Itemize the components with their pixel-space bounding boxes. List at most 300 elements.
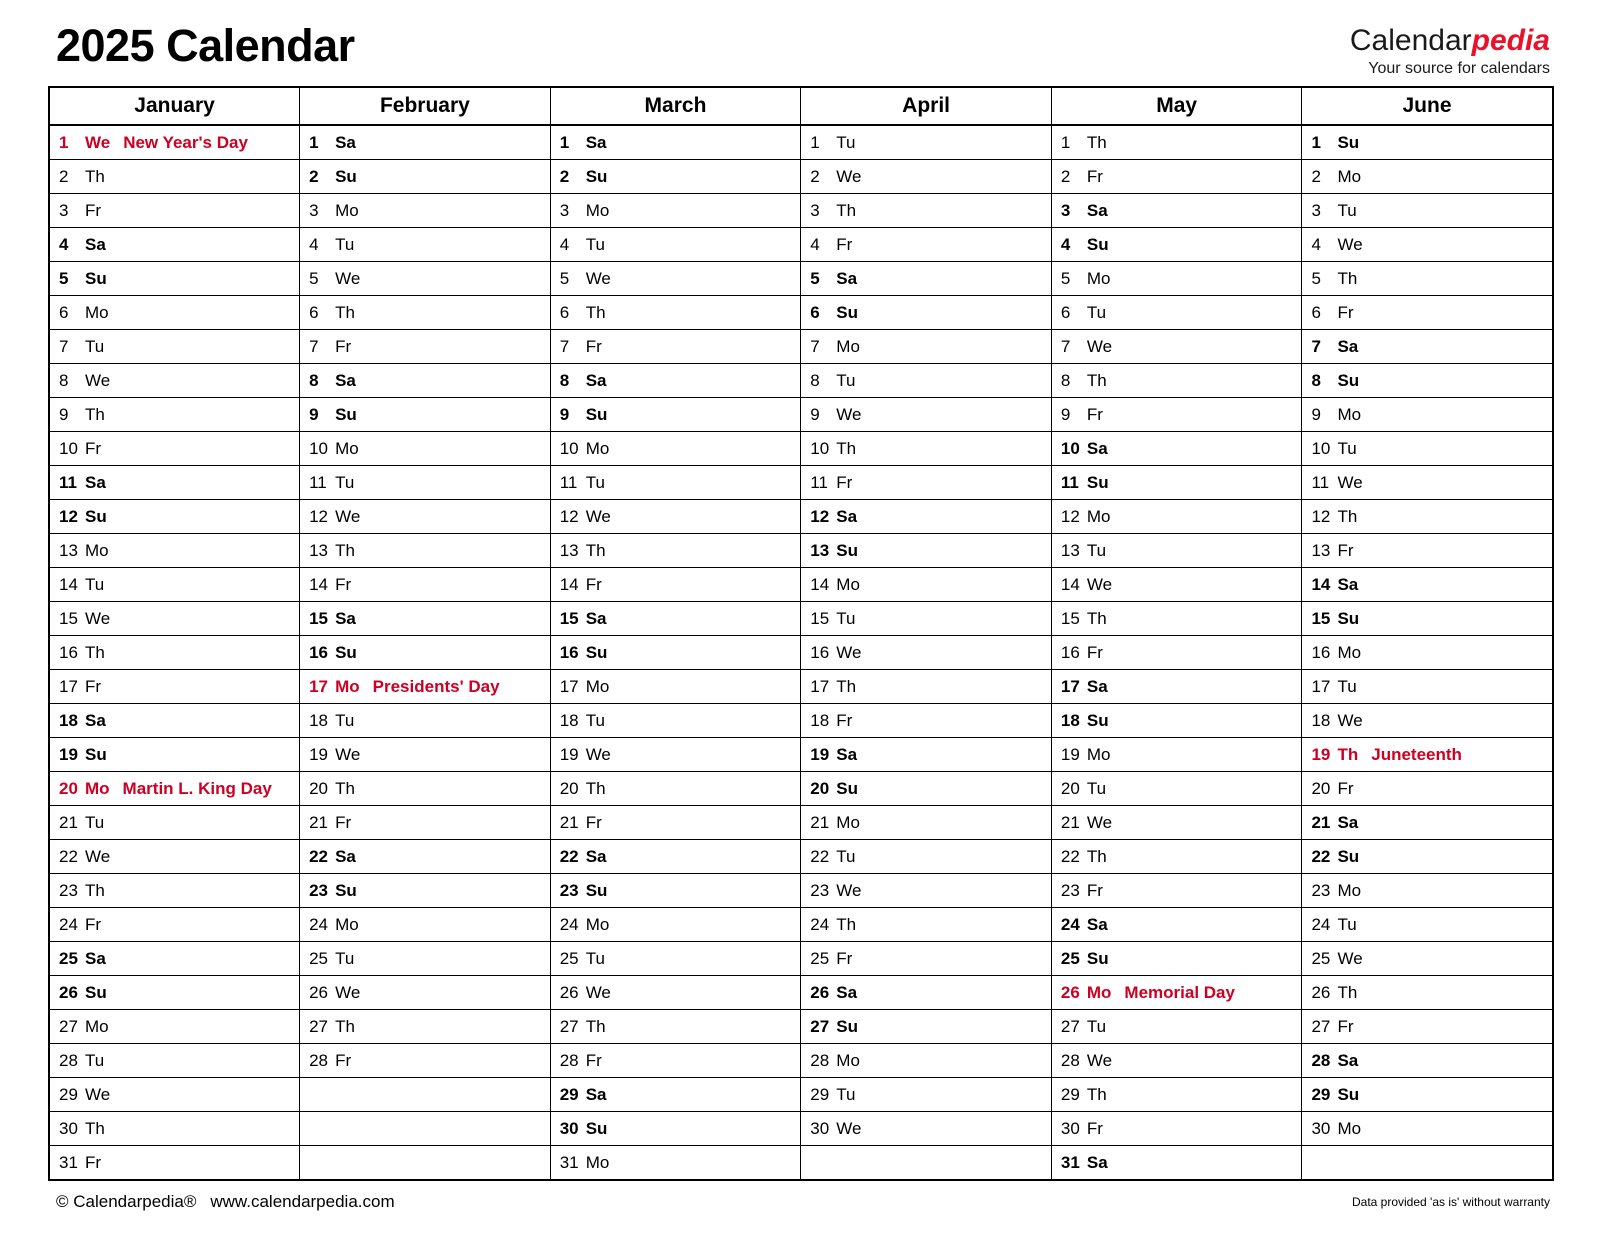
day-cell[interactable] — [1051, 398, 1302, 432]
day-cell[interactable] — [300, 125, 551, 160]
calendar-row — [49, 364, 1553, 398]
day-cell[interactable] — [49, 228, 300, 262]
day-number: 30 — [1311, 1119, 1331, 1138]
day-number: 14 — [1060, 575, 1080, 594]
day-number: 30 — [59, 1119, 78, 1138]
day-number: 22 — [810, 847, 830, 866]
day-cell[interactable] — [300, 160, 551, 194]
day-number: 6 — [59, 303, 69, 322]
day-cell[interactable] — [49, 296, 300, 330]
day-number: 9 — [810, 405, 820, 424]
day-number: 27 — [1060, 1017, 1080, 1036]
logo-tagline: Your source for calendars — [1368, 60, 1550, 77]
day-number: 17 — [59, 677, 78, 696]
day-number: 1 — [59, 133, 69, 152]
day-number: 2 — [1060, 167, 1071, 186]
day-cell[interactable] — [1051, 908, 1302, 942]
day-cell[interactable] — [1051, 500, 1302, 534]
day-cell[interactable] — [49, 602, 300, 636]
day-cell[interactable] — [49, 432, 300, 466]
day-cell[interactable] — [1302, 874, 1553, 908]
day-cell[interactable] — [550, 976, 801, 1010]
day-cell[interactable] — [300, 908, 551, 942]
day-number: 1 — [1311, 133, 1321, 152]
day-cell[interactable] — [801, 228, 1052, 262]
day-cell[interactable] — [801, 466, 1052, 500]
day-cell[interactable] — [1302, 398, 1553, 432]
day-weekday: Fr — [1337, 779, 1354, 798]
day-weekday: Mo — [1086, 269, 1111, 288]
day-cell[interactable] — [1051, 840, 1302, 874]
day-cell[interactable] — [1051, 296, 1302, 330]
day-weekday: Fr — [1086, 167, 1103, 186]
day-weekday: Fr — [585, 575, 602, 594]
holiday-label: Juneteenth — [1371, 745, 1462, 764]
day-weekday: Mo — [335, 915, 359, 934]
day-cell[interactable] — [550, 330, 801, 364]
day-cell[interactable] — [1302, 806, 1553, 840]
month-header-may: May — [1051, 87, 1302, 125]
day-cell[interactable] — [550, 670, 801, 704]
day-cell[interactable] — [550, 738, 801, 772]
day-cell[interactable] — [49, 772, 300, 806]
day-cell[interactable] — [550, 1010, 801, 1044]
day-cell[interactable] — [801, 704, 1052, 738]
day-cell[interactable] — [801, 772, 1052, 806]
day-cell[interactable] — [801, 125, 1052, 160]
day-cell[interactable] — [49, 194, 300, 228]
day-cell[interactable] — [300, 330, 551, 364]
day-cell[interactable] — [550, 364, 801, 398]
day-cell[interactable] — [550, 568, 801, 602]
day-cell[interactable] — [1302, 602, 1553, 636]
day-cell[interactable] — [300, 364, 551, 398]
day-cell[interactable] — [300, 534, 551, 568]
day-cell[interactable] — [49, 1044, 300, 1078]
day-cell[interactable] — [801, 364, 1052, 398]
day-weekday: Su — [1337, 847, 1360, 866]
day-cell[interactable] — [1302, 1078, 1553, 1112]
day-weekday: Tu — [85, 1051, 105, 1070]
day-cell[interactable] — [300, 636, 551, 670]
day-number: 28 — [559, 1051, 579, 1070]
day-weekday: Tu — [585, 473, 605, 492]
day-cell[interactable] — [1051, 1010, 1302, 1044]
day-number: 16 — [810, 643, 830, 662]
day-cell[interactable] — [1302, 840, 1553, 874]
holiday-label: New Year's Day — [123, 133, 248, 152]
day-cell[interactable] — [550, 806, 801, 840]
day-cell[interactable] — [801, 398, 1052, 432]
day-cell[interactable] — [1051, 194, 1302, 228]
day-number: 21 — [59, 813, 78, 832]
day-weekday: Mo — [585, 439, 610, 458]
day-cell[interactable] — [300, 942, 551, 976]
day-cell[interactable] — [300, 840, 551, 874]
day-cell[interactable] — [1051, 125, 1302, 160]
day-cell[interactable] — [300, 704, 551, 738]
day-number: 4 — [309, 235, 319, 254]
day-cell[interactable] — [49, 908, 300, 942]
day-cell[interactable] — [1051, 942, 1302, 976]
day-weekday: Mo — [585, 201, 610, 220]
day-cell[interactable] — [801, 500, 1052, 534]
day-cell[interactable] — [49, 976, 300, 1010]
day-cell[interactable] — [49, 636, 300, 670]
day-cell[interactable] — [1051, 262, 1302, 296]
day-cell[interactable] — [1302, 636, 1553, 670]
day-cell[interactable] — [1302, 738, 1553, 772]
day-cell[interactable] — [801, 330, 1052, 364]
day-cell[interactable] — [1051, 1112, 1302, 1146]
day-cell[interactable] — [550, 125, 801, 160]
day-cell[interactable] — [300, 602, 551, 636]
day-weekday: Tu — [1337, 915, 1357, 934]
day-cell[interactable] — [49, 1146, 300, 1181]
day-weekday: We — [335, 983, 361, 1002]
day-cell[interactable] — [49, 704, 300, 738]
day-cell[interactable] — [801, 432, 1052, 466]
day-cell[interactable] — [1051, 670, 1302, 704]
day-number: 2 — [309, 167, 319, 186]
day-number: 23 — [59, 881, 78, 900]
day-weekday: We — [836, 1119, 862, 1138]
day-weekday: Sa — [1337, 813, 1359, 832]
day-cell[interactable] — [49, 398, 300, 432]
day-cell[interactable] — [49, 1010, 300, 1044]
day-weekday: Th — [1086, 847, 1107, 866]
day-number: 1 — [1060, 133, 1071, 152]
day-weekday: We — [585, 745, 611, 764]
day-weekday: Sa — [335, 609, 356, 628]
day-number: 2 — [1311, 167, 1321, 186]
day-weekday: Sa — [585, 1085, 607, 1104]
day-cell[interactable] — [1051, 466, 1302, 500]
day-number: 11 — [1311, 473, 1330, 492]
day-cell[interactable] — [550, 262, 801, 296]
day-weekday: Tu — [836, 847, 856, 866]
day-weekday: Su — [335, 881, 357, 900]
day-cell[interactable] — [1051, 432, 1302, 466]
day-cell[interactable] — [49, 160, 300, 194]
day-weekday: Fr — [335, 1051, 352, 1070]
day-weekday: Fr — [836, 473, 853, 492]
day-weekday: Mo — [335, 439, 359, 458]
day-cell[interactable] — [49, 534, 300, 568]
day-cell[interactable] — [801, 840, 1052, 874]
day-cell[interactable] — [300, 466, 551, 500]
day-cell[interactable] — [49, 874, 300, 908]
day-weekday: Fr — [1086, 1119, 1103, 1138]
day-number: 22 — [559, 847, 579, 866]
day-cell[interactable] — [1302, 908, 1553, 942]
day-cell[interactable] — [550, 1112, 801, 1146]
day-cell[interactable] — [550, 704, 801, 738]
day-cell[interactable] — [1302, 194, 1553, 228]
day-cell[interactable] — [49, 500, 300, 534]
day-weekday: Mo — [585, 915, 610, 934]
day-cell[interactable] — [550, 1146, 801, 1181]
day-number: 8 — [1060, 371, 1071, 390]
day-number: 26 — [810, 983, 830, 1002]
day-cell[interactable] — [550, 534, 801, 568]
day-cell[interactable] — [1302, 534, 1553, 568]
day-cell[interactable] — [300, 1010, 551, 1044]
day-number: 12 — [810, 507, 830, 526]
day-cell[interactable] — [801, 806, 1052, 840]
day-cell[interactable] — [300, 1044, 551, 1078]
day-cell[interactable] — [550, 160, 801, 194]
day-cell[interactable] — [1051, 330, 1302, 364]
month-header-june: June — [1302, 87, 1553, 125]
day-weekday: Sa — [85, 711, 106, 730]
day-cell[interactable] — [300, 296, 551, 330]
day-cell[interactable] — [801, 670, 1052, 704]
day-number: 10 — [309, 439, 329, 458]
day-cell[interactable] — [550, 874, 801, 908]
day-cell[interactable] — [300, 194, 551, 228]
calendar-row — [49, 466, 1553, 500]
day-cell[interactable] — [49, 262, 300, 296]
day-cell[interactable] — [49, 466, 300, 500]
calendar-row — [49, 772, 1553, 806]
day-cell[interactable] — [300, 228, 551, 262]
calendar-row — [49, 806, 1553, 840]
day-cell[interactable] — [1302, 330, 1553, 364]
day-cell[interactable] — [801, 1044, 1052, 1078]
day-cell[interactable] — [801, 874, 1052, 908]
day-cell[interactable] — [801, 194, 1052, 228]
day-cell[interactable] — [550, 772, 801, 806]
day-cell[interactable] — [550, 398, 801, 432]
day-cell[interactable] — [1051, 704, 1302, 738]
day-cell[interactable] — [1302, 670, 1553, 704]
day-cell[interactable] — [801, 1010, 1052, 1044]
day-cell[interactable] — [1051, 1044, 1302, 1078]
day-cell[interactable] — [1302, 160, 1553, 194]
day-cell[interactable] — [1051, 874, 1302, 908]
calendar-row — [49, 942, 1553, 976]
day-cell[interactable] — [49, 1078, 300, 1112]
day-weekday: Mo — [836, 1051, 860, 1070]
day-number: 18 — [309, 711, 329, 730]
day-cell[interactable] — [550, 432, 801, 466]
calendar-row — [49, 432, 1553, 466]
day-cell[interactable] — [550, 194, 801, 228]
day-weekday: Mo — [1337, 167, 1362, 186]
day-cell[interactable] — [49, 942, 300, 976]
day-weekday: Su — [585, 1119, 608, 1138]
day-cell[interactable] — [550, 1078, 801, 1112]
day-weekday: Sa — [1337, 575, 1359, 594]
day-weekday: Sa — [1086, 915, 1108, 934]
day-number: 16 — [559, 643, 579, 662]
day-cell[interactable] — [49, 670, 300, 704]
day-weekday: Sa — [1086, 439, 1108, 458]
day-cell[interactable] — [300, 262, 551, 296]
calendarpedia-logo[interactable] — [1350, 26, 1550, 77]
day-number: 1 — [810, 133, 820, 152]
logo-wordmark — [1350, 26, 1550, 56]
day-cell[interactable] — [550, 1044, 801, 1078]
day-cell[interactable] — [1302, 772, 1553, 806]
day-cell[interactable] — [49, 1112, 300, 1146]
calendar-table — [48, 86, 1554, 1181]
day-weekday: Su — [1086, 949, 1109, 968]
day-weekday: Th — [1337, 269, 1358, 288]
day-cell[interactable] — [1051, 534, 1302, 568]
day-number: 6 — [1311, 303, 1321, 322]
empty-cell — [801, 1146, 1052, 1181]
day-weekday: Th — [335, 1017, 355, 1036]
day-number: 6 — [1060, 303, 1071, 322]
day-number: 25 — [59, 949, 78, 968]
day-cell[interactable] — [801, 602, 1052, 636]
day-weekday: Su — [85, 507, 107, 526]
day-number: 4 — [59, 235, 69, 254]
day-number: 9 — [559, 405, 570, 424]
day-cell[interactable] — [550, 636, 801, 670]
day-cell[interactable] — [801, 160, 1052, 194]
day-cell[interactable] — [801, 738, 1052, 772]
day-weekday: Fr — [85, 915, 102, 934]
day-cell[interactable] — [1051, 364, 1302, 398]
day-cell[interactable] — [1302, 1112, 1553, 1146]
day-cell[interactable] — [801, 976, 1052, 1010]
website-url[interactable]: www.calendarpedia.com — [210, 1192, 395, 1211]
day-number: 3 — [59, 201, 69, 220]
day-cell[interactable] — [1051, 636, 1302, 670]
day-cell[interactable] — [300, 874, 551, 908]
holiday-label: Martin L. King Day — [122, 779, 272, 798]
day-weekday: Su — [1337, 371, 1360, 390]
day-cell[interactable] — [1051, 602, 1302, 636]
day-cell[interactable] — [550, 942, 801, 976]
day-cell[interactable] — [300, 976, 551, 1010]
day-weekday: Th — [335, 541, 355, 560]
day-cell[interactable] — [1051, 772, 1302, 806]
day-weekday: Su — [1337, 133, 1360, 152]
day-weekday: Su — [85, 983, 107, 1002]
day-weekday: Tu — [1086, 541, 1107, 560]
day-cell[interactable] — [1302, 432, 1553, 466]
day-cell[interactable] — [1302, 704, 1553, 738]
day-weekday: Sa — [836, 745, 858, 764]
day-weekday: We — [85, 609, 111, 628]
calendar-row — [49, 976, 1553, 1010]
day-cell[interactable] — [550, 602, 801, 636]
day-cell[interactable] — [300, 432, 551, 466]
day-cell[interactable] — [1051, 738, 1302, 772]
day-cell[interactable] — [300, 500, 551, 534]
day-cell[interactable] — [801, 1078, 1052, 1112]
day-cell[interactable] — [1051, 228, 1302, 262]
day-cell[interactable] — [801, 534, 1052, 568]
day-number: 25 — [810, 949, 830, 968]
day-cell[interactable] — [49, 125, 300, 160]
day-cell[interactable] — [300, 670, 551, 704]
day-number: 22 — [59, 847, 78, 866]
day-cell[interactable] — [801, 262, 1052, 296]
day-cell[interactable] — [1302, 228, 1553, 262]
day-number: 23 — [309, 881, 329, 900]
day-cell[interactable] — [49, 364, 300, 398]
day-cell[interactable] — [550, 840, 801, 874]
day-number: 14 — [1311, 575, 1331, 594]
day-cell[interactable] — [1302, 364, 1553, 398]
day-cell[interactable] — [300, 806, 551, 840]
day-cell[interactable] — [49, 738, 300, 772]
day-cell[interactable] — [300, 738, 551, 772]
day-number: 10 — [559, 439, 579, 458]
day-number: 3 — [1311, 201, 1321, 220]
day-cell[interactable] — [1302, 1044, 1553, 1078]
day-cell[interactable] — [1302, 125, 1553, 160]
day-cell[interactable] — [1302, 296, 1553, 330]
day-cell[interactable] — [1051, 1146, 1302, 1181]
day-cell[interactable] — [550, 500, 801, 534]
day-weekday: We — [85, 847, 111, 866]
day-cell[interactable] — [1051, 1078, 1302, 1112]
day-cell[interactable] — [550, 466, 801, 500]
day-weekday: Su — [836, 1017, 859, 1036]
day-weekday: Tu — [335, 949, 355, 968]
day-weekday: We — [1337, 235, 1363, 254]
day-cell[interactable] — [49, 840, 300, 874]
day-cell[interactable] — [801, 296, 1052, 330]
day-cell[interactable] — [300, 398, 551, 432]
day-cell[interactable] — [1302, 568, 1553, 602]
day-number: 14 — [59, 575, 78, 594]
day-cell[interactable] — [1302, 976, 1553, 1010]
day-cell[interactable] — [1302, 500, 1553, 534]
day-cell[interactable] — [1302, 262, 1553, 296]
day-cell[interactable] — [1051, 160, 1302, 194]
day-cell[interactable] — [300, 772, 551, 806]
day-cell[interactable] — [1302, 942, 1553, 976]
day-cell[interactable] — [1302, 1010, 1553, 1044]
day-cell[interactable] — [1051, 976, 1302, 1010]
day-number: 20 — [1060, 779, 1080, 798]
day-cell[interactable] — [801, 942, 1052, 976]
day-number: 30 — [1060, 1119, 1080, 1138]
day-cell[interactable] — [300, 568, 551, 602]
day-cell[interactable] — [49, 330, 300, 364]
day-cell[interactable] — [1051, 806, 1302, 840]
day-cell[interactable] — [801, 636, 1052, 670]
day-number: 5 — [1311, 269, 1321, 288]
day-number: 16 — [1060, 643, 1080, 662]
day-cell[interactable] — [1051, 568, 1302, 602]
day-cell[interactable] — [1302, 466, 1553, 500]
day-number: 17 — [559, 677, 579, 696]
day-number: 5 — [810, 269, 820, 288]
day-weekday: Th — [85, 405, 105, 424]
day-weekday: Th — [1337, 745, 1359, 764]
day-cell[interactable] — [550, 296, 801, 330]
day-cell[interactable] — [801, 568, 1052, 602]
calendar-row — [49, 1078, 1553, 1112]
day-cell[interactable] — [550, 908, 801, 942]
day-cell[interactable] — [49, 568, 300, 602]
day-weekday: Sa — [85, 235, 106, 254]
day-weekday: Mo — [335, 201, 359, 220]
day-cell[interactable] — [801, 1112, 1052, 1146]
day-cell[interactable] — [801, 908, 1052, 942]
day-cell[interactable] — [49, 806, 300, 840]
calendar-row — [49, 602, 1553, 636]
day-cell[interactable] — [550, 228, 801, 262]
